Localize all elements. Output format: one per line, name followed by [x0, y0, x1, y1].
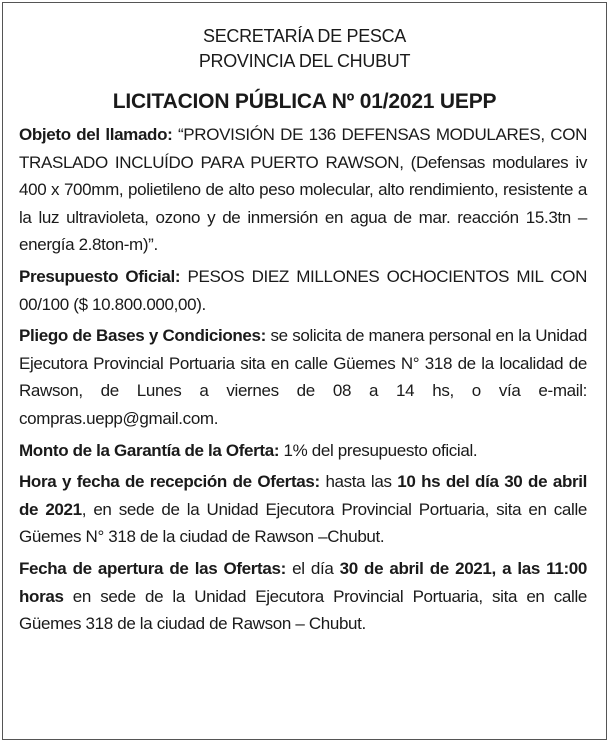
notice-frame	[2, 2, 607, 740]
section-recepcion-label: Hora y fecha de recepción de Ofertas:	[19, 472, 320, 492]
issuer-header	[3, 24, 606, 74]
section-recepcion-date: 10 hs del día 30 de abril de 2021	[19, 472, 587, 519]
notice-title: LICITACION PÚBLICA Nº 01/2021 UEPP	[112, 90, 497, 113]
issuer-province: PROVINCIA DEL CHUBUT	[198, 51, 411, 71]
section-recepcion	[19, 468, 587, 551]
section-pliego-text: se solicita de manera personal en la Unidad Ejecutora Provincial Portuaria sita en calle Güemes N° 318 de la localidad de Rawson, de Lunes a viernes de 08 a 14 hs, o vía e-mail: compras.uepp@gmail.com.	[19, 326, 587, 428]
section-pliego-label: Pliego de Bases y Condiciones:	[19, 326, 266, 346]
section-objeto	[19, 121, 587, 259]
section-apertura	[19, 555, 587, 638]
section-garantia-text: 1% del presupuesto oficial.	[279, 440, 478, 460]
section-presupuesto-label: Presupuesto Oficial:	[19, 266, 181, 286]
issuer-secretariat: SECRETARÍA DE PESCA	[202, 26, 407, 46]
section-garantia-label: Monto de la Garantía de la Oferta:	[19, 440, 280, 460]
notice-body	[19, 121, 587, 638]
section-recepcion-text-after: , en sede de la Unidad Ejecutora Provincial Portuaria, sita en calle Güemes N° 318 de la ciudad de Rawson –Chubut.	[19, 499, 587, 547]
section-objeto-label: Objeto del llamado:	[19, 125, 173, 144]
section-objeto-text: “PROVISIÓN DE 136 DEFENSAS MODULARES, CON TRASLADO INCLUÍDO PARA PUERTO RAWSON, (Defensas modulares iv 400 x 700mm, polietileno de alto peso molecular, alto rendimiento, resistente a la luz ultravioleta, ozono y de inmersión en agua de mar. reacción 15.3tn – energía 2.8ton-m)”.	[19, 125, 588, 255]
section-presupuesto-text: PESOS DIEZ MILLONES OCHOCIENTOS MIL CON 00/100 ($ 10.800.000,00).	[19, 266, 587, 314]
section-garantia	[19, 437, 587, 465]
section-apertura-date: 30 de abril de 2021, a las 11:00 horas	[19, 558, 587, 606]
section-apertura-text-after: en sede de la Unidad Ejecutora Provincial Portuaria, sita en calle Güemes 318 de la ciudad de Rawson – Chubut.	[19, 586, 587, 634]
section-pliego	[19, 322, 587, 432]
section-apertura-label: Fecha de apertura de las Ofertas:	[19, 558, 286, 578]
section-presupuesto	[19, 263, 587, 318]
section-recepcion-text-before: hasta las	[319, 472, 398, 492]
section-apertura-text-before: el día	[285, 558, 340, 578]
